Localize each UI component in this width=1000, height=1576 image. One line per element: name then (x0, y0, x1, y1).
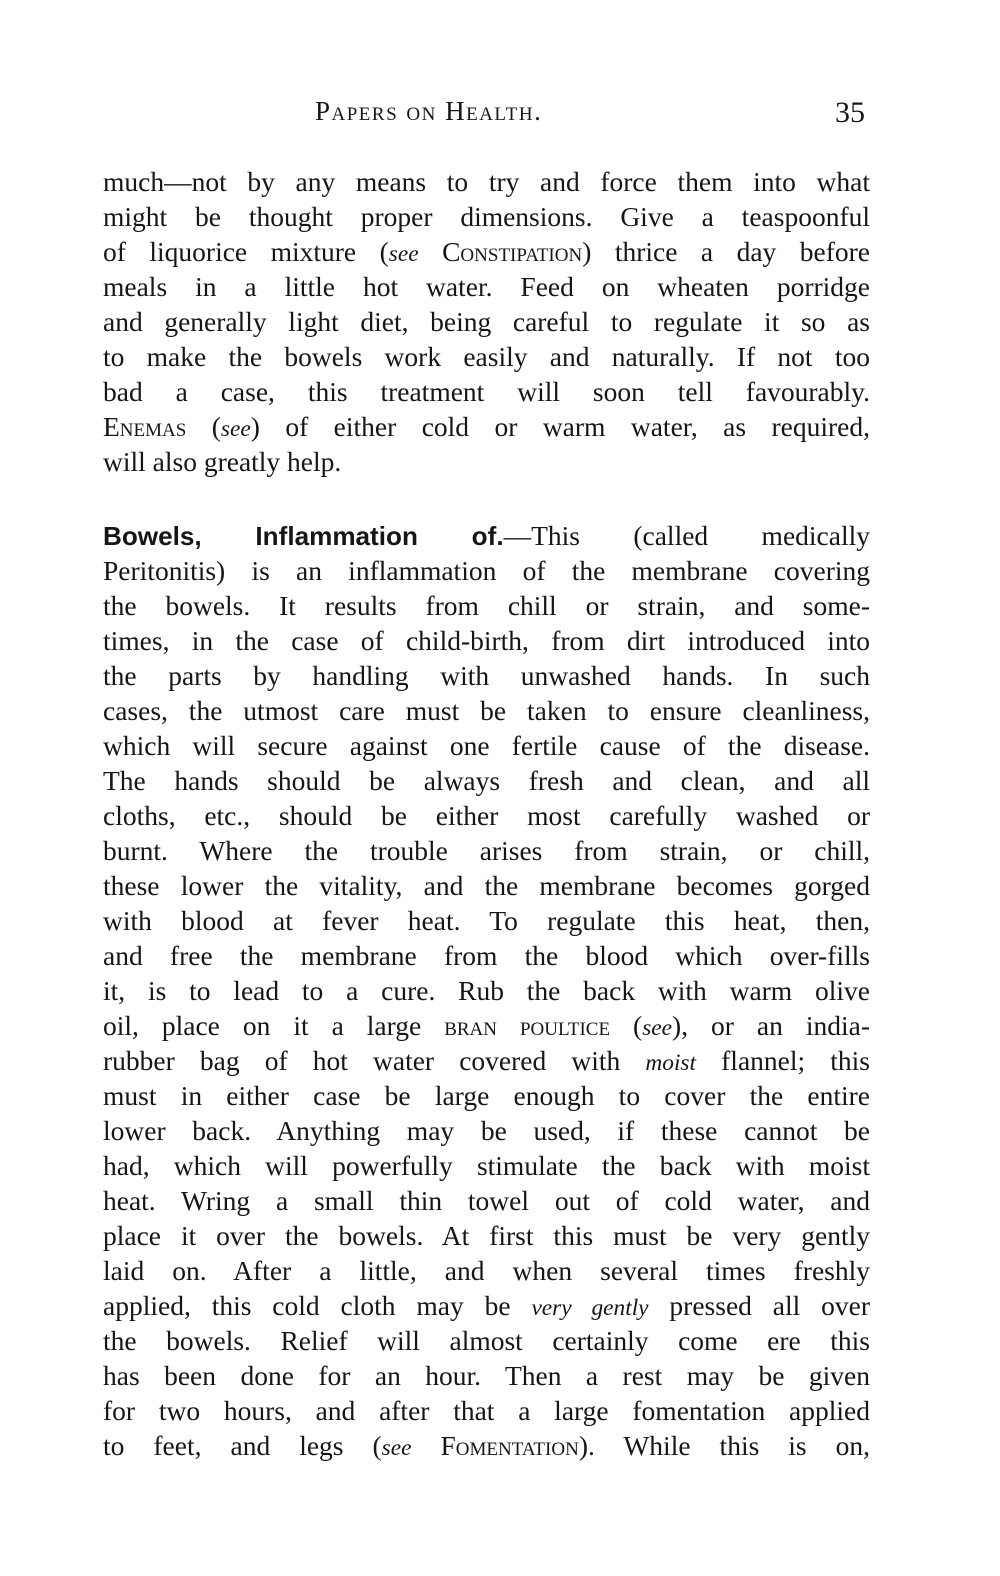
text-segment: lower back. Anything may be used, if these cannot be (103, 1115, 870, 1146)
text-segment: bad a case, this treatment will soon tell favourably. (103, 376, 870, 407)
text-line (103, 868, 870, 903)
text-line (103, 588, 870, 623)
text-segment: rubber bag of hot water covered with (103, 1045, 646, 1076)
text-segment: the bowels. It results from chill or strain, and some- (103, 590, 870, 621)
text-line (103, 518, 870, 553)
text-segment: might be thought proper dimensions. Give a teaspoonful (103, 201, 870, 232)
text-segment: ), or an india- (672, 1010, 870, 1041)
text-segment: will also greatly help. (103, 446, 342, 477)
text-segment: laid on. After a little, and when several times freshly (103, 1255, 870, 1286)
text-segment: cloths, etc., should be either most carefully washed or (103, 800, 870, 831)
text-segment: cases, the utmost care must be taken to ensure cleanliness, (103, 695, 870, 726)
italic-text: see (642, 1015, 673, 1041)
text-line (103, 1288, 870, 1323)
text-segment: had, which will powerfully stimulate the back with moist (103, 1150, 870, 1181)
text-segment: and generally light diet, being careful to regulate it so as (103, 306, 870, 337)
text-segment: flannel; this (696, 1045, 870, 1076)
text-segment: with blood at fever heat. To regulate this heat, then, (103, 905, 870, 936)
text-segment: to feet, and legs ( (103, 1430, 382, 1461)
text-segment: of liquorice mixture ( (103, 236, 389, 267)
text-segment: times, in the case of child-birth, from dirt introduced into (103, 625, 870, 656)
text-segment: much—not by any means to try and force them into what (103, 166, 870, 197)
text-line (103, 269, 870, 304)
italic-text: see (381, 1435, 412, 1461)
text-segment: which will secure against one fertile cause of the disease. (103, 730, 870, 761)
text-line (103, 1393, 870, 1428)
text-line (103, 409, 870, 444)
page-number: 35 (835, 96, 865, 129)
text-line (103, 1183, 870, 1218)
text-line (103, 798, 870, 833)
text-segment: must in either case be large enough to cover the entire (103, 1080, 870, 1111)
text-segment: pressed all over (648, 1290, 870, 1321)
text-line (103, 339, 870, 374)
text-segment (411, 1430, 440, 1461)
text-line (103, 938, 870, 973)
text-segment: ) thrice a day before (582, 236, 871, 267)
text-segment: ( (186, 411, 221, 442)
italic-text: see (220, 416, 251, 442)
text-segment: for two hours, and after that a large fomentation applied (103, 1395, 870, 1426)
cross-reference: bran poultice (444, 1010, 611, 1041)
paragraph (103, 164, 870, 479)
text-segment: place it over the bowels. At first this must be very gently (103, 1220, 870, 1251)
text-line (103, 199, 870, 234)
text-segment: oil, place on it a large (103, 1010, 445, 1041)
text-line (103, 623, 870, 658)
text-segment: and free the membrane from the blood which over-fills (103, 940, 870, 971)
text-segment: ) of either cold or warm water, as required, (250, 411, 870, 442)
text-segment: the bowels. Relief will almost certainly come ere this (103, 1325, 870, 1356)
text-segment: burnt. Where the trouble arises from strain, or chill, (103, 835, 870, 866)
text-segment: to make the bowels work easily and naturally. If not too (103, 341, 870, 372)
text-segment: meals in a little hot water. Feed on wheaten porridge (103, 271, 870, 302)
text-line (103, 1043, 870, 1078)
text-segment: heat. Wring a small thin towel out of cold water, and (103, 1185, 870, 1216)
text-segment: ). While this is on, (578, 1430, 871, 1461)
text-line (103, 658, 870, 693)
text-line (103, 833, 870, 868)
text-segment (419, 236, 442, 267)
text-line (103, 1113, 870, 1148)
text-segment: applied, this cold cloth may be (103, 1290, 532, 1321)
cross-reference: Constipation (442, 236, 583, 267)
text-line (103, 374, 870, 409)
page-header (0, 96, 1000, 136)
text-line (103, 1253, 870, 1288)
text-line (103, 234, 870, 269)
text-segment: these lower the vitality, and the membrane becomes gorged (103, 870, 870, 901)
entry-heading: Bowels, Inflammation of. (103, 521, 504, 551)
text-line (103, 1008, 870, 1043)
text-segment: ( (610, 1010, 643, 1041)
italic-text: very gently (531, 1295, 649, 1321)
text-line (103, 973, 870, 1008)
entry-bowels-inflammation (103, 518, 870, 1463)
text-line (103, 444, 870, 479)
text-line (103, 1218, 870, 1253)
italic-text: see (388, 241, 419, 267)
text-line (103, 728, 870, 763)
cross-reference: Enemas (103, 411, 187, 442)
text-line (103, 164, 870, 199)
text-line (103, 1323, 870, 1358)
text-segment: The hands should be always fresh and clean, and all (103, 765, 870, 796)
text-line (103, 1148, 870, 1183)
text-line (103, 304, 870, 339)
text-segment: the parts by handling with unwashed hands. In such (103, 660, 870, 691)
cross-reference: Fomentation (440, 1430, 579, 1461)
text-line (103, 693, 870, 728)
text-segment: Peritonitis) is an inflammation of the membrane covering (103, 555, 870, 586)
text-line (103, 763, 870, 798)
body-text (103, 164, 870, 1463)
text-segment: has been done for an hour. Then a rest may be given (103, 1360, 870, 1391)
text-segment: —This (called medically (503, 520, 870, 551)
text-line (103, 1358, 870, 1393)
text-line (103, 1428, 870, 1463)
text-line (103, 553, 870, 588)
text-segment: it, is to lead to a cure. Rub the back with warm olive (103, 975, 870, 1006)
italic-text: moist (645, 1050, 697, 1076)
text-line (103, 1078, 870, 1113)
text-line (103, 903, 870, 938)
running-title: Papers on Health. (315, 96, 543, 126)
